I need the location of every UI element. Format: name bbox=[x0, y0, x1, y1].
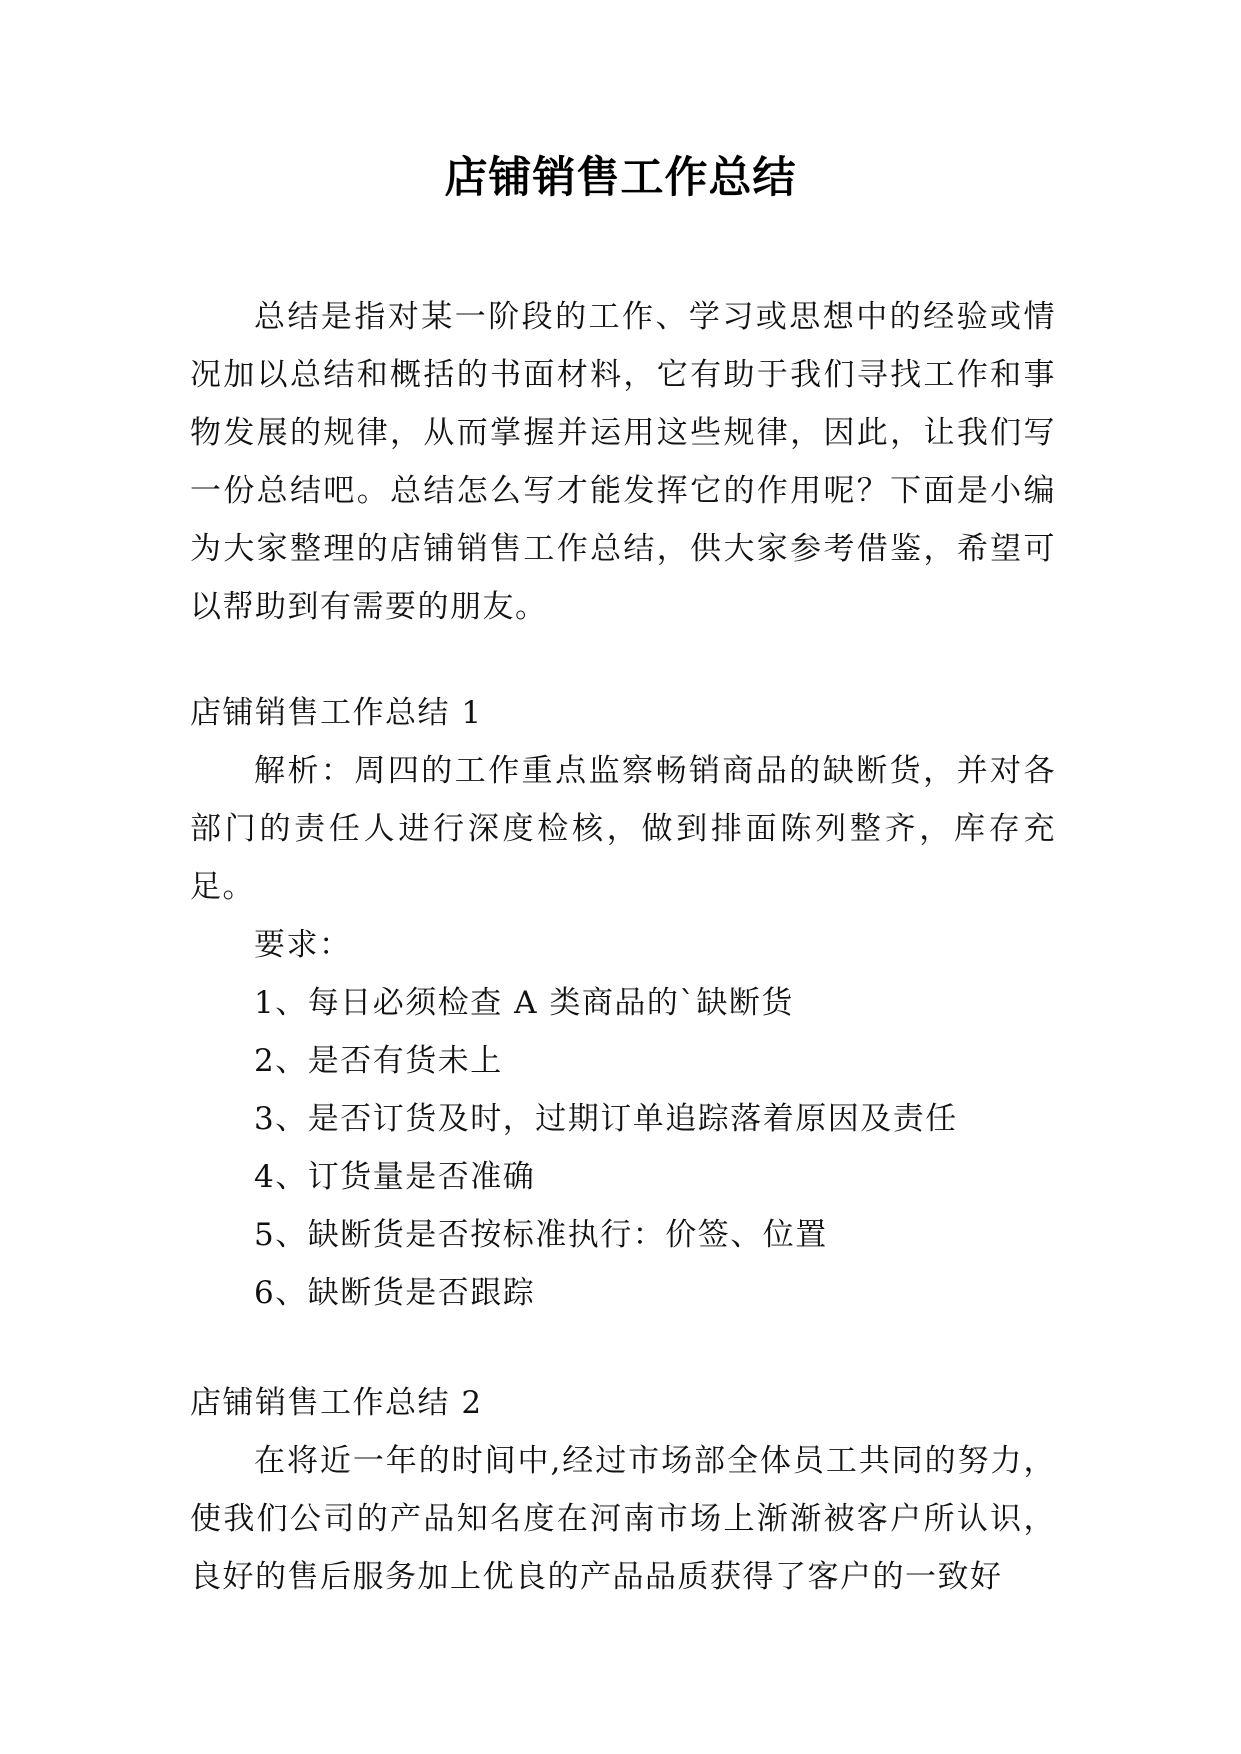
intro-paragraph: 总结是指对某一阶段的工作、学习或思想中的经验或情况加以总结和概括的书面材料，它有助于我们寻找工作和事物发展的规律，从而掌握并运用这些规律，因此，让我们写一份总结吧。总结怎么写才能发挥它的作用呢？下面是小编为大家整理的店铺销售工作总结，供大家参考借鉴，希望可以帮助到有需要的朋友。 bbox=[190, 299, 1056, 625]
section-1-paragraph: 解析：周四的工作重点监察畅销商品的缺断货，并对各部门的责任人进行深度检核，做到排面陈列整齐，库存充足。 bbox=[190, 753, 1056, 905]
section-heading-2: 店铺销售工作总结 2 bbox=[190, 1385, 483, 1421]
requirement-item-3: 3、是否订货及时，过期订单追踪落着原因及责任 bbox=[254, 1101, 958, 1137]
requirements-label: 要求： bbox=[254, 927, 352, 963]
requirement-item-2: 2、是否有货未上 bbox=[254, 1043, 503, 1079]
requirement-item-6: 6、缺断货是否跟踪 bbox=[254, 1275, 536, 1311]
section-heading-1: 店铺销售工作总结 1 bbox=[190, 695, 483, 731]
requirement-item-4: 4、订货量是否准确 bbox=[254, 1159, 536, 1195]
section-spacer bbox=[190, 636, 1056, 684]
section-spacer bbox=[190, 1322, 1056, 1374]
document-body bbox=[190, 288, 1056, 1606]
requirement-item-5: 5、缺断货是否按标准执行：价签、位置 bbox=[254, 1217, 828, 1253]
section-2-paragraph: 在将近一年的时间中,经过市场部全体员工共同的努力，使我们公司的产品知名度在河南市场上渐渐被客户所认识，良好的售后服务加上优良的产品品质获得了客户的一致好 bbox=[190, 1443, 1056, 1595]
document-title: 店铺销售工作总结 bbox=[444, 153, 797, 203]
requirement-item-1: 1、每日必须检查 A 类商品的`缺断货 bbox=[254, 985, 794, 1021]
